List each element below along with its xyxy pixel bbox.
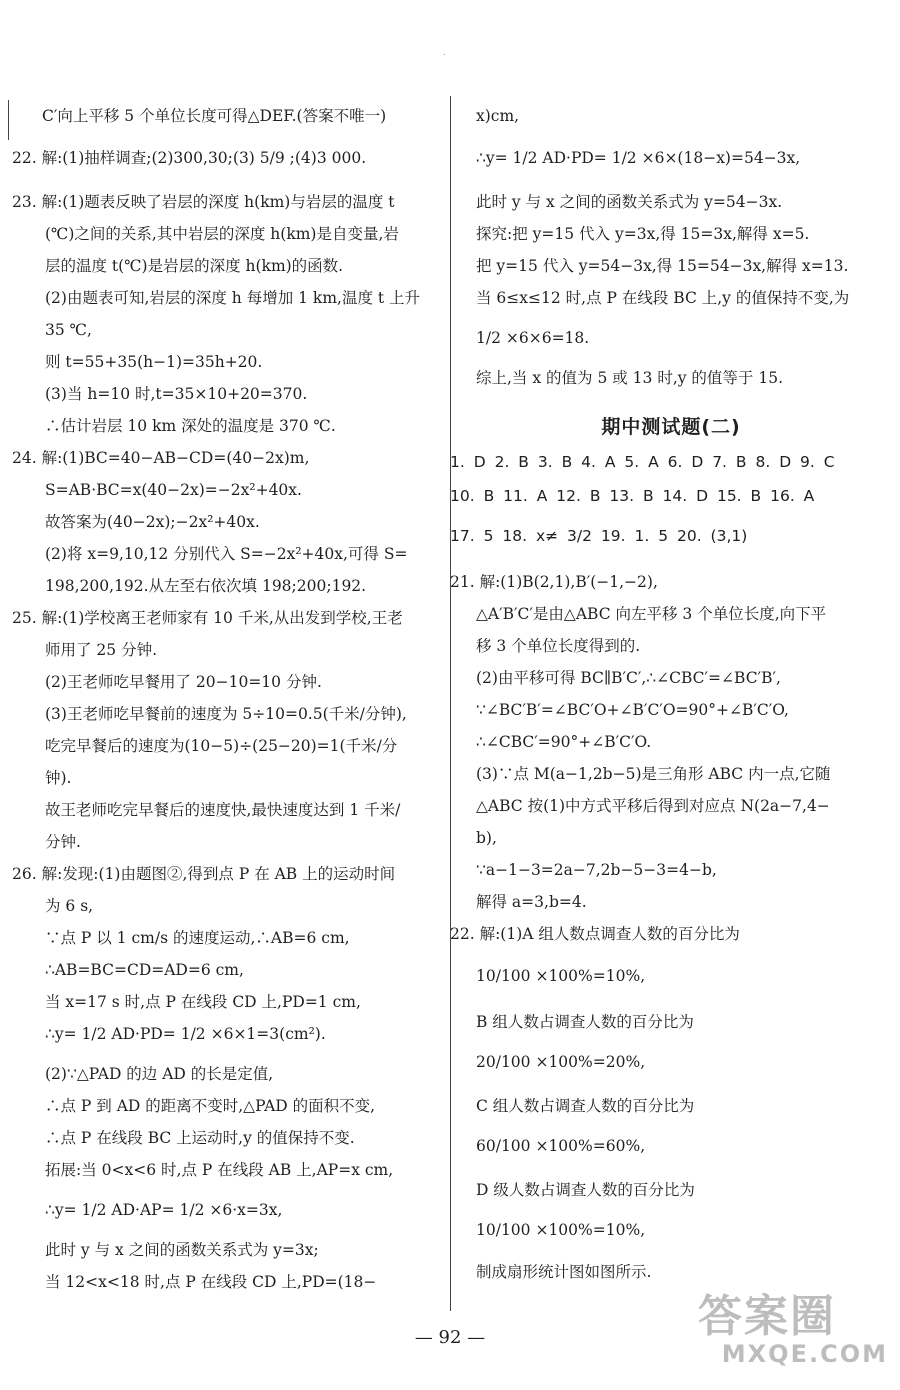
text-line: 20/100 ×100%=20%, [476, 1053, 646, 1071]
text-line: ∵∠BC′B′=∠BC′O+∠B′C′O=90°+∠B′C′O, [476, 701, 789, 719]
text-line: 当 12<x<18 时,点 P 在线段 CD 上,PD=(18− [45, 1273, 377, 1291]
text-line: ∴点 P 在线段 BC 上运动时,y 的值保持不变. [45, 1129, 355, 1147]
text-line: ∴y= 1/2 AD·PD= 1/2 ×6×1=3(cm²). [45, 1025, 326, 1043]
text-line: S=AB·BC=x(40−2x)=−2x²+40x. [45, 481, 302, 499]
answer-row: 10. B 11. A 12. B 13. B 14. D 15. B 16. A [450, 487, 815, 505]
text-line: 把 y=15 代入 y=54−3x,得 15=54−3x,解得 x=13. [476, 257, 849, 275]
text-line: 分钟. [45, 833, 81, 851]
text-line: B 组人数占调查人数的百分比为 [476, 1013, 694, 1031]
page-number: — 92 — [414, 1327, 486, 1348]
text-line: 故王老师吃完早餐后的速度快,最快速度达到 1 千米/ [45, 801, 401, 819]
text-line: (3)王老师吃早餐前的速度为 5÷10=0.5(千米/分钟), [45, 705, 407, 723]
text-line: ∴y= 1/2 AD·PD= 1/2 ×6×(18−x)=54−3x, [476, 149, 801, 167]
text-line: 故答案为(40−2x);−2x²+40x. [45, 513, 260, 531]
text-line: △ABC 按(1)中方式平移后得到对应点 N(2a−7,4− [476, 797, 830, 815]
text-line: (3)当 h=10 时,t=35×10+20=370. [45, 385, 308, 403]
text-line: 22. 解:(1)抽样调查;(2)300,30;(3) 5/9 ;(4)3 000. [12, 149, 367, 167]
text-line: (2)由平移可得 BC∥B′C′,∴∠CBC′=∠BC′B′, [476, 669, 781, 687]
text-line: (2)∵△PAD 的边 AD 的长是定值, [45, 1065, 274, 1083]
text-line: 22. 解:(1)A 组人数点调查人数的百分比为 [450, 925, 740, 943]
text-line: (2)由题表可知,岩层的深度 h 每增加 1 km,温度 t 上升 [45, 289, 421, 307]
text-line: 1/2 ×6×6=18. [476, 329, 590, 347]
text-line: 当 x=17 s 时,点 P 在线段 CD 上,PD=1 cm, [45, 993, 361, 1011]
text-line: 60/100 ×100%=60%, [476, 1137, 646, 1155]
text-line: C′向上平移 5 个单位长度可得△DEF.(答案不唯一) [42, 107, 387, 125]
text-line: 探究:把 y=15 代入 y=3x,得 15=3x,解得 x=5. [476, 225, 810, 243]
text-line: ∴估计岩层 10 km 深处的温度是 370 ℃. [45, 417, 336, 435]
text-line: 钟). [45, 769, 72, 787]
text-line: 24. 解:(1)BC=40−AB−CD=(40−2x)m, [12, 449, 310, 467]
text-line: 26. 解:发现:(1)由题图②,得到点 P 在 AB 上的运动时间 [12, 865, 396, 883]
text-line: 则 t=55+35(h−1)=35h+20. [45, 353, 263, 371]
text-line: 移 3 个单位长度得到的. [476, 637, 641, 655]
text-line: (℃)之间的关系,其中岩层的深度 h(km)是自变量,岩 [45, 225, 399, 243]
text-line: 吃完早餐后的速度为(10−5)÷(25−20)=1(千米/分 [45, 737, 398, 755]
text-line: x)cm, [476, 107, 520, 125]
watermark-logo [698, 1291, 888, 1382]
text-line: 制成扇形统计图如图所示. [476, 1263, 652, 1281]
column-divider [450, 96, 451, 1311]
text-line: (2)将 x=9,10,12 分别代入 S=−2x²+40x,可得 S= [45, 545, 408, 563]
answer-row: 17. 5 18. x≠ 3/2 19. 1. 5 20. (3,1) [450, 527, 748, 545]
text-line: 综上,当 x 的值为 5 或 13 时,y 的值等于 15. [476, 369, 784, 387]
text-line: b), [476, 829, 497, 847]
text-line: 此时 y 与 x 之间的函数关系式为 y=3x; [45, 1241, 319, 1259]
text-line: ∴AB=BC=CD=AD=6 cm, [45, 961, 244, 979]
text-line: 25. 解:(1)学校离王老师家有 10 千米,从出发到学校,王老 [12, 609, 403, 627]
text-line: 当 6≤x≤12 时,点 P 在线段 BC 上,y 的值保持不变,为 [476, 289, 850, 307]
text-line: ∵a−1−3=2a−7,2b−5−3=4−b, [476, 861, 717, 879]
continuation-mark [8, 100, 9, 140]
text-line: 此时 y 与 x 之间的函数关系式为 y=54−3x. [476, 193, 783, 211]
text-line: ∴∠CBC′=90°+∠B′C′O. [476, 733, 652, 751]
section-heading: 期中测试题(二) [601, 416, 741, 438]
text-line: 198,200,192.从左至右依次填 198;200;192. [45, 577, 367, 595]
text-line: (2)王老师吃早餐用了 20−10=10 分钟. [45, 673, 322, 691]
watermark-url: MXQE.COM [721, 1340, 888, 1368]
answer-row: 1. D 2. B 3. B 4. A 5. A 6. D 7. B 8. D 9. C [450, 453, 835, 471]
text-line: 解得 a=3,b=4. [476, 893, 587, 911]
text-line: 为 6 s, [45, 897, 94, 915]
text-line: 10/100 ×100%=10%, [476, 1221, 646, 1239]
text-line: (3)∵点 M(a−1,2b−5)是三角形 ABC 内一点,它随 [476, 765, 831, 783]
text-line: D 级人数占调查人数的百分比为 [476, 1181, 695, 1199]
text-line: 21. 解:(1)B(2,1),B′(−1,−2), [450, 573, 658, 591]
text-line: 10/100 ×100%=10%, [476, 967, 646, 985]
text-line: ∵点 P 以 1 cm/s 的速度运动,∴AB=6 cm, [45, 929, 350, 947]
scan-speck [444, 54, 445, 55]
watermark-text: 答案圈 [698, 1291, 836, 1342]
text-line: 35 ℃, [45, 321, 92, 339]
text-line: 23. 解:(1)题表反映了岩层的深度 h(km)与岩层的温度 t [12, 193, 395, 211]
text-line: ∴点 P 到 AD 的距离不变时,△PAD 的面积不变, [45, 1097, 376, 1115]
text-line: 拓展:当 0<x<6 时,点 P 在线段 AB 上,AP=x cm, [45, 1161, 394, 1179]
text-line: 师用了 25 分钟. [45, 641, 158, 659]
text-line: ∴y= 1/2 AD·AP= 1/2 ×6·x=3x, [45, 1201, 283, 1219]
text-line: 层的温度 t(℃)是岩层的深度 h(km)的函数. [45, 257, 344, 275]
text-line: C 组人数占调查人数的百分比为 [476, 1097, 695, 1115]
text-line: △A′B′C′是由△ABC 向左平移 3 个单位长度,向下平 [476, 605, 827, 623]
